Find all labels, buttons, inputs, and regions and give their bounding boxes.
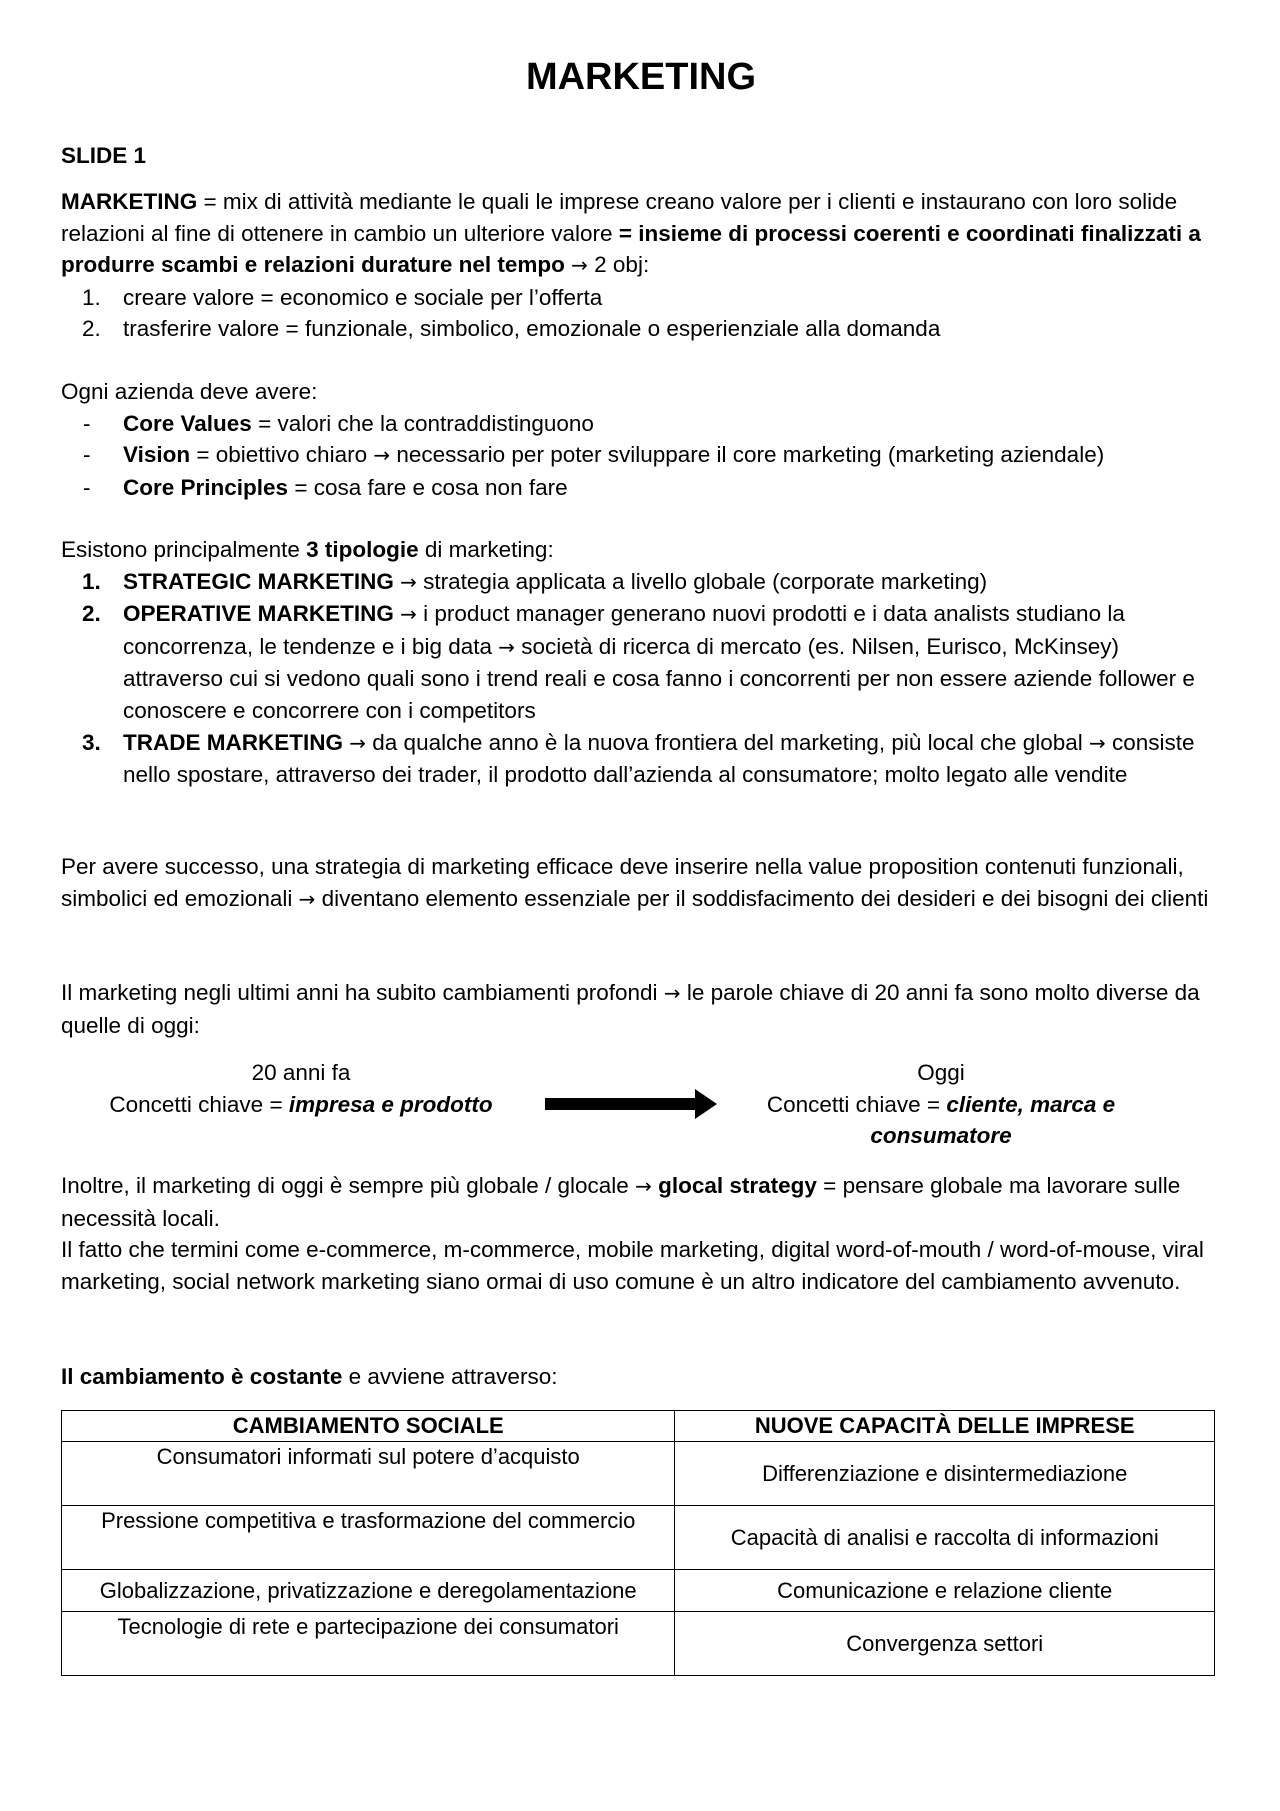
- arrow-icon: →: [1089, 730, 1106, 755]
- definition-term: MARKETING: [61, 189, 198, 214]
- list-item: - Core Values = valori che la contraddistinguono: [83, 410, 594, 436]
- present-concepts: Concetti chiave = cliente, marca e consumatore: [766, 1091, 1116, 1149]
- arrow-icon: →: [298, 886, 316, 911]
- table-cell: Pressione competitiva e trasformazione del commercio: [62, 1506, 675, 1570]
- list-item: 2. trasferire valore = funzionale, simbolico, emozionale o esperienziale alla domanda: [82, 316, 941, 342]
- definition-list: [61, 282, 1221, 345]
- list-item: 3. TRADE MARKETING → da qualche anno è la nuova frontiera del marketing, più local che global → consiste nello spostare, attraverso dei trader, il prodotto dall’azienda al consumatore; molto legato alle vendite: [82, 729, 1195, 788]
- table-header: CAMBIAMENTO SOCIALE: [62, 1411, 675, 1442]
- azienda-intro: Ogni azienda deve avere:: [61, 379, 318, 404]
- present-heading: Oggi: [917, 1060, 965, 1085]
- tipologie-section: [61, 534, 1221, 791]
- table-row: [62, 1442, 1215, 1506]
- glocal-section: [61, 1170, 1221, 1297]
- table-cell: Globalizzazione, privatizzazione e deregolamentazione: [62, 1570, 675, 1612]
- big-right-arrow-icon: [545, 1089, 717, 1119]
- change-table: [61, 1410, 1215, 1676]
- keyword-comparison: [61, 1057, 1221, 1153]
- past-concepts: Concetti chiave = impresa e prodotto: [109, 1091, 493, 1117]
- indicator-paragraph: Il fatto che termini come e-commerce, m-commerce, mobile marketing, digital word-of-mouth / word-of-mouse, viral marketing, social network marketing siano ormai di uso comune è un altro indicatore del cambiamento avvenuto.: [61, 1237, 1204, 1294]
- marketing-definition: [61, 186, 1221, 345]
- table-cell: Tecnologie di rete e partecipazione dei consumatori: [62, 1612, 675, 1676]
- past-heading: 20 anni fa: [251, 1060, 351, 1085]
- table-cell: Differenziazione e disintermediazione: [675, 1442, 1215, 1506]
- page-title: MARKETING: [525, 56, 757, 98]
- table-header-row: [62, 1411, 1215, 1442]
- costante-paragraph: Il cambiamento è costante e avviene attraverso:: [61, 1364, 558, 1389]
- list-item: - Vision = obiettivo chiaro → necessario per poter sviluppare il core marketing (marketing aziendale): [83, 442, 1105, 468]
- table-cell: Comunicazione e relazione cliente: [675, 1570, 1215, 1612]
- table-row: [62, 1570, 1215, 1612]
- definition-paragraph: MARKETING = mix di attività mediante le quali le imprese creano valore per i clienti e instaurano con loro solide relazioni al fine di ottenere in cambio un ulteriore valore = insieme di processi coerenti e coordinati finalizzati a produrre scambi e relazioni durature nel tempo → 2 obj:: [61, 189, 1201, 278]
- arrow-icon: →: [663, 981, 681, 1005]
- glocal-paragraph: Inoltre, il marketing di oggi è sempre più globale / glocale → glocal strategy = pensare globale ma lavorare sulle necessità locali.: [61, 1173, 1181, 1231]
- list-item: 1. STRATEGIC MARKETING → strategia applicata a livello globale (corporate marketing): [82, 568, 988, 594]
- arrow-icon: →: [400, 602, 417, 627]
- table-row: [62, 1506, 1215, 1570]
- table-header: NUOVE CAPACITÀ DELLE IMPRESE: [675, 1411, 1215, 1442]
- table-cell: Consumatori informati sul potere d’acquisto: [62, 1442, 675, 1506]
- cambiamenti-paragraph: Il marketing negli ultimi anni ha subito cambiamenti profondi → le parole chiave di 20 anni fa sono molto diverse da quelle di oggi:: [61, 980, 1200, 1038]
- table-cell: Capacità di analisi e raccolta di informazioni: [675, 1506, 1215, 1570]
- present-keywords: [751, 1057, 1131, 1152]
- arrow-icon: →: [635, 1174, 652, 1198]
- list-item: - Core Principles = cosa fare e cosa non fare: [83, 474, 568, 500]
- azienda-section: [61, 376, 1221, 503]
- arrow-icon: →: [498, 634, 516, 659]
- arrow-icon: →: [349, 730, 367, 755]
- slide-heading: SLIDE 1: [61, 143, 147, 168]
- arrow-icon: →: [571, 253, 588, 278]
- tipologie-list: [61, 566, 1221, 791]
- azienda-list: [61, 408, 1221, 504]
- arrow-icon: →: [373, 443, 391, 468]
- tipologie-intro: Esistono principalmente 3 tipologie di marketing:: [61, 537, 554, 562]
- list-item: 1. creare valore = economico e sociale per l’offerta: [82, 284, 603, 310]
- table-cell: Convergenza settori: [675, 1612, 1215, 1676]
- list-item: 2. OPERATIVE MARKETING → i product manager generano nuovi prodotti e i data analists studiano la concorrenza, le tendenze e i big data → società di ricerca di mercato (es. Nilsen, Eurisco, McKinsey) attraverso cui si vedono quali sono i trend reali e cosa fanno i concorrenti per non essere aziende follower e conoscere e concorrere con i competitors: [82, 601, 1195, 723]
- arrow-icon: →: [400, 569, 417, 594]
- successo-paragraph: Per avere successo, una strategia di marketing efficace deve inserire nella value proposition contenuti funzionali, simbolici ed emozionali → diventano elemento essenziale per il soddisfacimento dei desideri e dei bisogni dei clienti: [61, 854, 1209, 911]
- table-row: [62, 1612, 1215, 1676]
- past-keywords: [61, 1057, 541, 1120]
